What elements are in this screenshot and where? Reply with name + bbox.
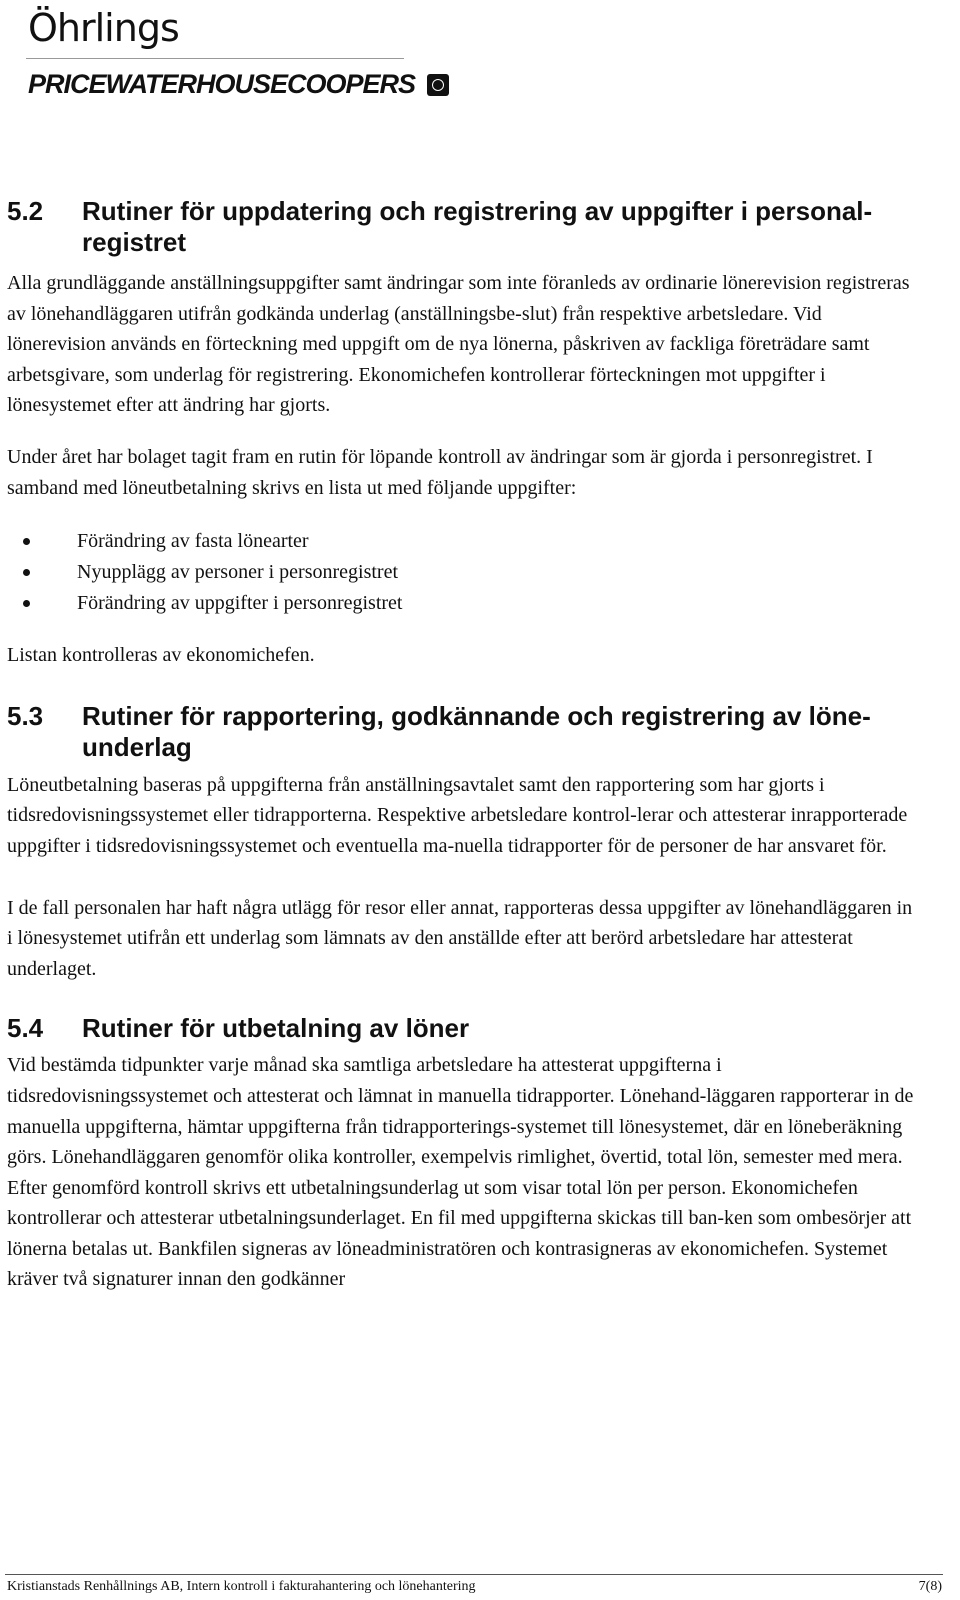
list-item-text: Förändring av fasta lönearter	[77, 530, 309, 553]
list-item	[7, 526, 919, 557]
section-heading	[7, 1013, 919, 1044]
logo-divider	[26, 58, 404, 59]
paragraph: Alla grundläggande anställningsuppgifter samt ändringar som inte föranleds av ordinarie lönerevision registreras av lönehandläggaren utifrån godkända underlag (anställningsbe-slut) från respektive arbetsledare. Vid lönerevision används en förteckning med uppgift om de nya lönerna, påskriven av fackliga företrädare samt arbetsgivare, som underlag för registrering. Ekonomichefen kontrollerar förteckningen mot uppgifter i lönesystemet efter att ändring har gjorts.	[7, 272, 910, 417]
section-heading	[7, 196, 919, 258]
footer-divider	[5, 1574, 943, 1575]
bullet-icon	[23, 600, 30, 607]
list-item	[7, 588, 919, 619]
section-title: Rutiner för rapportering, godkännande och registrering av löne-underlag	[82, 700, 871, 762]
page-footer	[7, 1578, 942, 1596]
pwc-seal-icon	[427, 74, 449, 96]
bullet-icon	[23, 538, 30, 545]
section-5-3	[7, 701, 919, 985]
section-number: 5.2	[7, 196, 44, 226]
paragraph: I de fall personalen har haft några utlägg för resor eller annat, rapporteras dessa uppgifter av lönehandläggaren in i lönesystemet utifrån ett underlag som lämnats av den anställde efter att berörd arbetsledare har attesterat underlaget.	[7, 896, 913, 980]
section-5-4	[7, 1013, 919, 1295]
list-item	[7, 557, 919, 588]
section-number: 5.3	[7, 700, 44, 731]
section-heading	[7, 701, 919, 763]
logo-brand-text: PRICEWATERHOUSECOOPERS	[28, 69, 416, 99]
paragraph: Löneutbetalning baseras på uppgifterna från anställningsavtalet samt den rapportering som har gjorts i tidsredovisningssystemet eller tidrapporterna. Respektive arbetsledare kontrol-lerar och attesterar inrapporterade uppgifter i tidsredovisningssystemet och eventuella ma-nuella tidrapporter för de personer de har ansvaret för.	[7, 773, 908, 857]
section-number: 5.4	[7, 1013, 44, 1044]
list-item-text: Förändring av uppgifter i personregistret	[77, 592, 403, 615]
company-logo	[28, 6, 449, 100]
list-item-text: Nyupplägg av personer i personregistret	[77, 561, 399, 584]
section-title: Rutiner för utbetalning av löner	[82, 1013, 470, 1044]
page-number: 7(8)	[918, 1579, 942, 1594]
bullet-icon	[23, 569, 30, 576]
footer-text: Kristianstads Renhållnings AB, Intern kontroll i fakturahantering och lönehantering	[7, 1579, 476, 1594]
paragraph: Listan kontrolleras av ekonomichefen.	[7, 644, 315, 667]
section-title: Rutiner för uppdatering och registrering av uppgifter i personal-registret	[82, 196, 873, 257]
paragraph: Vid bestämda tidpunkter varje månad ska samtliga arbetsledare ha attesterat uppgifterna i tidsredovisningssystemet och attesterat och lämnat in manuella tidrapporter. Lönehand-läggaren rapporterar in de manuella uppgifterna, hämtar uppgifterna från tidrapporterings-systemet till lönesystemet, där en löneberäkning görs. Lönehandläggaren genomför olika kontroller, exempelvis rimlighet, övertid, total lön, semester med mera. Efter genomförd kontroll skrivs ett utbetalningsunderlag ut som visar total lön per person. Ekonomichefen kontrollerar och attesterar utbetalningsunderlaget. En fil med uppgifterna skickas till ban-ken som ombesörjer att lönerna betalas ut. Bankfilen signeras av löneadministratören och kontrasigneras av ekonomichefen. Systemet kräver två signaturer innan den godkänner	[7, 1054, 914, 1291]
document-body	[7, 196, 919, 1295]
section-5-2	[7, 196, 919, 671]
paragraph: Under året har bolaget tagit fram en rutin för löpande kontroll av ändringar som är gjorda i personregistret. I samband med löneutbetalning skrivs en lista ut med följande uppgifter:	[7, 445, 873, 499]
logo-name: Öhrlings	[28, 6, 179, 50]
logo-brand	[28, 69, 449, 100]
bullet-list	[7, 526, 919, 619]
